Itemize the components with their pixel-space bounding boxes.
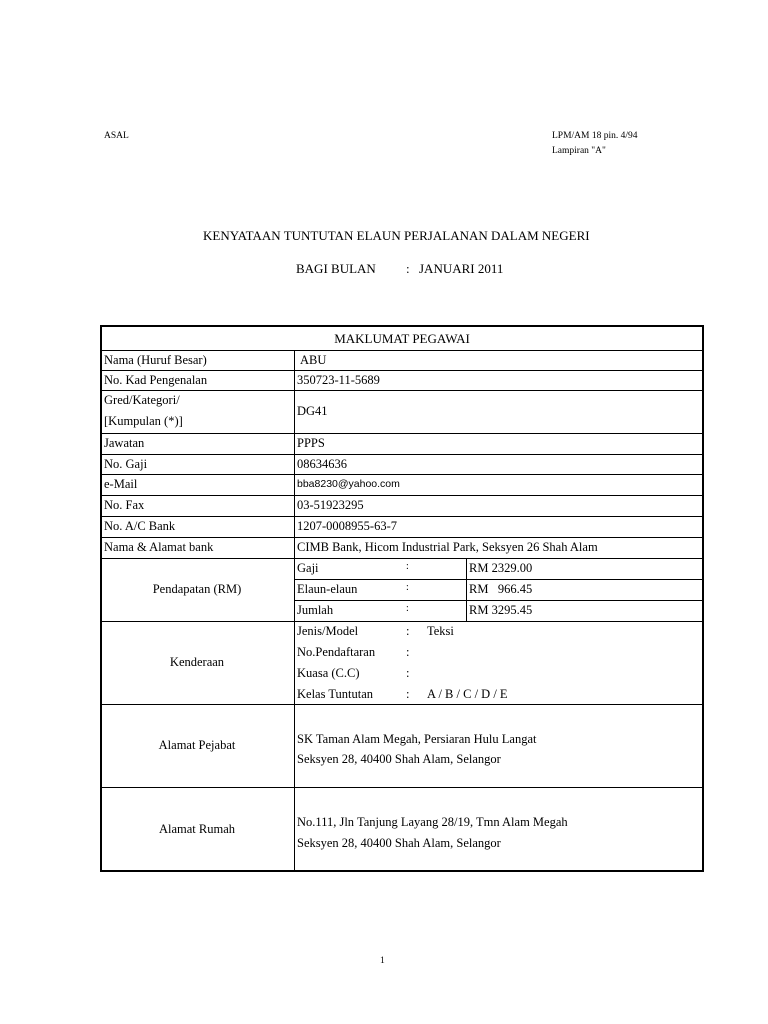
section-title: MAKLUMAT PEGAWAI xyxy=(334,331,470,346)
grade-value: DG41 xyxy=(297,404,328,418)
grade-label: Gred/Kategori/ xyxy=(104,393,180,407)
vehicle-item-sep: : xyxy=(406,624,410,638)
income-item-name: Gaji xyxy=(297,561,319,575)
page-number: 1 xyxy=(380,956,385,966)
bank-account-label: No. A/C Bank xyxy=(104,519,176,533)
officer-info-table xyxy=(100,325,704,872)
annex-label: Lampiran "A" xyxy=(552,146,606,156)
document-title: KENYATAAN TUNTUTAN ELAUN PERJALANAN DALAM NEGERI xyxy=(203,228,590,243)
home-address-line2: Seksyen 28, 40400 Shah Alam, Selangor xyxy=(297,836,501,850)
vehicle-item-sep: : xyxy=(406,666,410,680)
position-label: Jawatan xyxy=(104,436,145,450)
vehicle-item-sep: : xyxy=(406,687,410,701)
email-value: bba8230@yahoo.com xyxy=(297,478,400,490)
office-address-label: Alamat Pejabat xyxy=(158,738,236,752)
income-item-sep: : xyxy=(406,603,409,614)
income-item-sep: : xyxy=(406,582,409,593)
copy-label: ASAL xyxy=(104,131,129,141)
salary-number-label: No. Gaji xyxy=(104,457,148,471)
month-label: BAGI BULAN xyxy=(296,261,376,276)
income-label: Pendapatan (RM) xyxy=(152,582,242,596)
bank-address-label: Nama & Alamat bank xyxy=(104,540,214,554)
vehicle-item-name: No.Pendaftaran xyxy=(297,645,376,659)
fax-value: 03-51923295 xyxy=(297,498,364,512)
fax-label: No. Fax xyxy=(104,498,145,512)
vehicle-item-sep: : xyxy=(406,645,410,659)
form-reference: LPM/AM 18 pin. 4/94 xyxy=(552,131,638,141)
salary-number-value: 08634636 xyxy=(297,457,347,471)
vehicle-item-value: A / B / C / D / E xyxy=(427,687,508,701)
office-address-line1: SK Taman Alam Megah, Persiaran Hulu Langat xyxy=(297,732,537,746)
bank-account-value: 1207-0008955-63-7 xyxy=(297,519,397,533)
vehicle-item-value: Teksi xyxy=(427,624,454,638)
vehicle-label: Kenderaan xyxy=(169,655,225,669)
column-divider xyxy=(294,350,295,870)
name-value: ABU xyxy=(300,353,327,367)
ic-value: 350723-11-5689 xyxy=(297,373,380,387)
grade-label-2: [Kumpulan (*)] xyxy=(104,414,183,428)
income-item-name: Jumlah xyxy=(297,603,334,617)
income-item-value: RM 966.45 xyxy=(469,582,533,596)
income-item-sep: : xyxy=(406,561,409,572)
income-item-value: RM 3295.45 xyxy=(469,603,533,617)
vehicle-item-name: Kuasa (C.C) xyxy=(297,666,360,680)
income-item-value: RM 2329.00 xyxy=(469,561,533,575)
home-address-line1: No.111, Jln Tanjung Layang 28/19, Tmn Alam Megah xyxy=(297,815,568,829)
name-label: Nama (Huruf Besar) xyxy=(104,353,207,367)
month-separator: : xyxy=(406,261,410,276)
email-label: e-Mail xyxy=(104,477,138,491)
vehicle-item-name: Kelas Tuntutan xyxy=(297,687,374,701)
income-item-name: Elaun-elaun xyxy=(297,582,358,596)
month-value: JANUARI 2011 xyxy=(419,261,504,276)
ic-label: No. Kad Pengenalan xyxy=(104,373,208,387)
office-address-line2: Seksyen 28, 40400 Shah Alam, Selangor xyxy=(297,752,501,766)
vehicle-item-name: Jenis/Model xyxy=(297,624,359,638)
position-value: PPPS xyxy=(297,436,325,450)
home-address-label: Alamat Rumah xyxy=(158,822,236,836)
bank-address-value: CIMB Bank, Hicom Industrial Park, Seksyen 26 Shah Alam xyxy=(297,540,598,554)
